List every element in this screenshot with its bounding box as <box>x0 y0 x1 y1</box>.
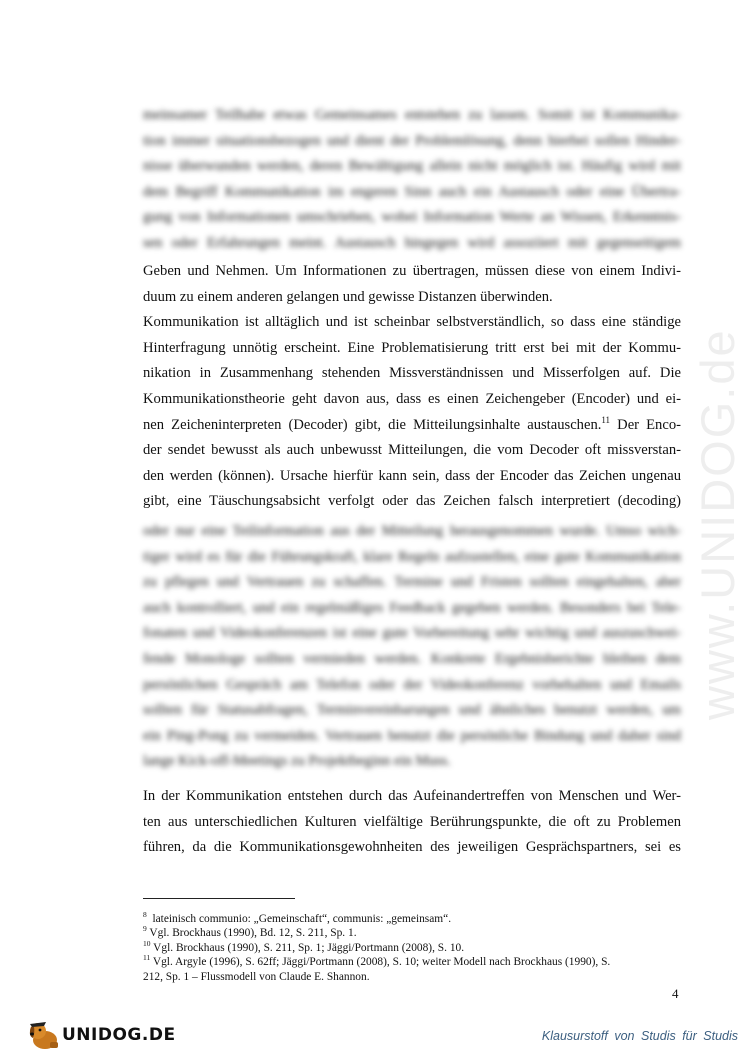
logo-text: UNIDOG.DE <box>62 1025 176 1045</box>
text-line: sollten für Statusabfragen, Terminvereinbarungen und ähnliches benutzt werden, um <box>143 702 681 719</box>
text-line: gung von Informationen umschrieben, wobei Information Werte an Wissen, Erkenntnis- <box>143 209 681 226</box>
text-line: meinsamer Teilhabe etwas Gemeinsames entstehen zu lassen. Somit ist Kommunika- <box>143 107 681 123</box>
text-fragment: Der Enco- <box>610 416 681 433</box>
blurred-paragraph-middle <box>143 519 681 775</box>
body-paragraph-clear-1 <box>143 259 681 515</box>
dog-mascot-icon <box>26 1018 60 1052</box>
text-line: Hinterfragung unnötig erscheint. Eine Problematisierung tritt erst bei mit der Kommu- <box>143 339 681 356</box>
unidog-logo[interactable] <box>26 1018 176 1052</box>
text-line: In der Kommunikation entstehen durch das Aufeinandertreffen von Menschen und Wer- <box>143 788 681 804</box>
footnote-divider <box>143 898 295 899</box>
text-line: führen, da die Kommunikationsgewohnheiten des jeweiligen Gesprächspartners, sei es <box>143 839 681 856</box>
text-line-with-footnote <box>143 413 681 439</box>
text-line: dem Begriff Kommunikation im engeren Sinn auch ein Austausch oder eine Übertra- <box>143 183 681 200</box>
text-fragment: nen Zeicheninterpreten (Decoder) gibt, die Mitteilungsinhalte austauschen. <box>143 416 602 433</box>
footnote-number: 8 <box>143 910 147 920</box>
text-line: lange Kick-off-Meetings zu Projektbeginn ein Muss. <box>143 753 451 770</box>
footnote-text: lateinisch communio: „Gemeinschaft“, communis: „gemeinsam“. <box>152 913 452 925</box>
page-number: 4 <box>672 986 679 1001</box>
text-line: tion immer situationsbezogen und dient der Problemlösung, denn hierbei sollen Hinder- <box>143 132 681 149</box>
text-line: fende Monologe sollten vermieden werden. Konkrete Ergebnisberichte bleiben dem <box>143 650 681 667</box>
footnote-number: 10 <box>143 939 151 949</box>
text-line: fonaten und Videokonferenzen ist eine gute Vorbereitung sehr wichtig und auszuschwei- <box>143 625 681 642</box>
text-line: Geben und Nehmen. Um Informationen zu übertragen, müssen diese von einem Indivi- <box>143 263 681 279</box>
text-line: duum zu einem anderen gelangen und gewisse Distanzen überwinden. <box>143 288 553 305</box>
text-line: nisse überwunden werden, deren Bewältigung allein nicht möglich ist. Häufig wird mit <box>143 158 681 175</box>
text-line: gibt, eine Täuschungsabsicht verfolgt oder das Zeichen falsch interpretiert (decoding) <box>143 493 681 510</box>
blurred-paragraph-top <box>143 103 681 257</box>
footnote <box>143 955 683 969</box>
tagline: Klausurstoff von Studis für Studis <box>541 1029 738 1043</box>
footnotes <box>143 912 683 984</box>
text-line: oder nur eine Teilinformation aus der Mitteilung herausgenommen wurde. Umso wich- <box>143 523 681 539</box>
footnote-continuation: 212, Sp. 1 – Flussmodell von Claude E. Shannon. <box>143 970 370 983</box>
text-line: persönlichen Gespräch am Telefon oder der Videokonferenz vorbehalten und Emails <box>143 676 681 693</box>
footnote <box>143 941 683 955</box>
footnote <box>143 912 683 926</box>
text-line: ten aus unterschiedlichen Kulturen vielfältige Berührungspunkte, die oft zu Problemen <box>143 813 681 830</box>
text-line: den werden (können). Ursache hierfür kann sein, dass der Encoder das Zeichen ungenau <box>143 467 681 484</box>
text-line: zu pflegen und Vertrauen zu schaffen. Termine und Fristen sollten eingehalten, aber <box>143 574 681 591</box>
footnote-ref: 11 <box>601 414 611 425</box>
text-line: Kommunikationstheorie geht davon aus, dass es einen Zeichengeber (Encoder) und ei- <box>143 390 681 407</box>
text-line: sen oder Erfahrungen meint. Austausch hingegen wird assoziiert mit gegenseitigem <box>143 234 681 251</box>
footnote-text: Vgl. Brockhaus (1990), Bd. 12, S. 211, Sp. 1. <box>149 927 357 940</box>
text-line: tiger wird es für die Führungskraft, klare Regeln aufzustellen, eine gute Kommunikation <box>143 548 681 565</box>
text-line: nikation in Zusammenhang stehenden Missverständnissen und Misserfolgen auf. Die <box>143 365 681 382</box>
footnote-text: Vgl. Brockhaus (1990), S. 211, Sp. 1; Jäggi/Portmann (2008), S. 10. <box>153 941 465 954</box>
text-line: der sendet bewusst als auch unbewusst Mitteilungen, die vom Decoder oft missverstan- <box>143 442 681 459</box>
text-line: Kommunikation ist alltäglich und ist scheinbar selbstverständlich, so dass eine ständige <box>143 314 681 331</box>
footnote-number: 9 <box>143 924 147 934</box>
body-paragraph-clear-2 <box>143 784 681 861</box>
footnote-text: Vgl. Argyle (1996), S. 62ff; Jäggi/Portmann (2008), S. 10; weiter Modell nach Brockhaus (1990), S. <box>152 956 611 969</box>
watermark: www.UNIDOG.de <box>691 328 744 720</box>
footnote-number: 11 <box>143 953 151 963</box>
footnote <box>143 926 683 940</box>
text-line: ein Ping-Pong zu vermeiden. Vertrauen benutzt die persönliche Bindung und daher sind <box>143 727 681 744</box>
text-line: auch kontrolliert, und ein regelmäßiges Feedback gegeben werden. Besonders bei Tele- <box>143 599 681 616</box>
